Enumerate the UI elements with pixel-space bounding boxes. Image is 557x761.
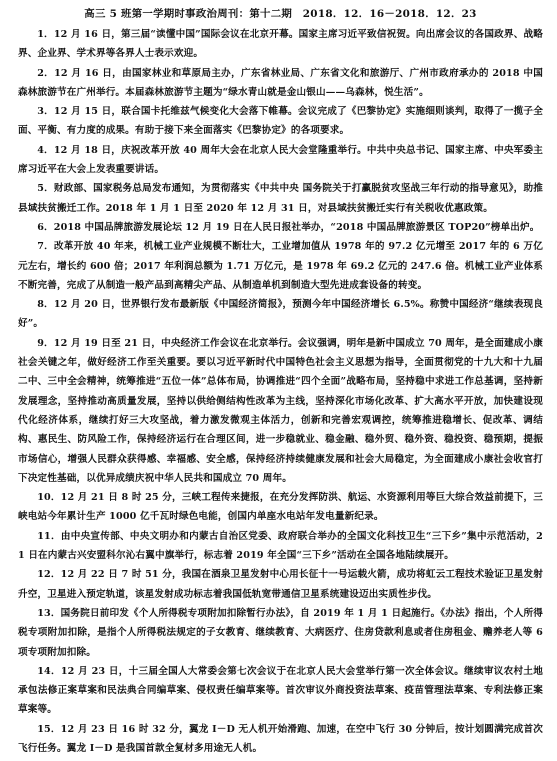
news-item-2: 2．12 月 16 日，由国家林业和草原局主办，广东省林业局、广东省文化和旅游厅、广州市政府承办的 2018 中国森林旅游节在广州举行。本届森林旅游节主题为“绿水青山就是金山银山——乌森林，悦生活”。 bbox=[18, 67, 543, 98]
news-item-13: 13．国务院日前印发《个人所得税专项附加扣除暂行办法》，自 2019 年 1 月 1 日起施行。《办法》指出，个人所得税专项附加扣除，是指个人所得税法规定的子女教育、继续教育、大病医疗、住房贷款利息或者住房租金、赡养老人等 6 项专项附加扣除。 bbox=[18, 607, 543, 658]
news-item-5: 5．财政部、国家税务总局发布通知，为贯彻落实《中共中央 国务院关于打赢脱贫攻坚战三年行动的指导意见》，助推县域扶贫搬迁工作。2018 年 1 月 1 日至 2020 年 12 月 31 日，对县域扶贫搬迁实行有关税收优惠政策。 bbox=[18, 183, 543, 214]
news-item-6: 6．2018 中国品牌旅游发展论坛 12 月 19 日在人民日报社举办，“2018 中国品牌旅游景区 TOP20”榜单出炉。 bbox=[37, 221, 540, 233]
news-item-9: 9．12 月 19 日至 21 日，中央经济工作会议在北京举行。会议强调，明年是新中国成立 70 周年，是全面建成小康社会关键之年，做好经济工作至关重要。要以习近平新时代中国特色社会主义思想为指导，全面贯彻党的十九大和十九届二中、三中全会精神，统筹推进“五位一体”总体布局，协调推进“四个全面”战略布局，坚持稳中求进工作总基调，坚持新发展理念，坚持推动高质量发展，坚持以供给侧结构性改革为主线，坚持深化市场化改革、扩大高水平开放，加快建设现代化经济体系，继续打好三大攻坚战，着力激发微观主体活力，创新和完善宏观调控，统筹推进稳增长、促改革、调结构、惠民生、防风险工作，保持经济运行在合理区间，进一步稳就业、稳金融、稳外贸、稳外资、稳投资、稳预期，提振市场信心，增强人民群众获得感、幸福感、安全感，保持经济持续健康发展和社会大局稳定，为全面建成小康社会收官打下决定性基础，以优异成绩庆祝中华人民共和国成立 70 周年。 bbox=[18, 337, 543, 484]
news-item-3: 3．12 月 15 日，联合国卡托维兹气候变化大会落下帷幕。会议完成了《巴黎协定》实施细则谈判，取得了一揽子全面、平衡、有力度的成果。有助于接下来全面落实《巴黎协定》的各项要求。 bbox=[18, 106, 543, 137]
news-item-4: 4．12 月 18 日，庆祝改革开放 40 周年大会在北京人民大会堂隆重举行。中共中央总书记、国家主席、中央军委主席习近平在大会上发表重要讲话。 bbox=[18, 144, 543, 176]
news-item-11: 11．由中央宣传部、中央文明办和内蒙古自治区党委、政府联合举办的全国文化科技卫生“三下乡”集中示范活动，21 日在内蒙古兴安盟科尔沁右翼中旗举行，标志着 2019 年全国“三下乡”活动在全国各地陆续展开。 bbox=[18, 530, 543, 562]
news-item-7: 7．改革开放 40 年来，机械工业产业规模不断壮大，工业增加值从 1978 年的 97.2 亿元增至 2017 年的 6 万亿元左右，增长约 600 倍；2017 年利润总额为 1.71 万亿元，是 1978 年 69.2 亿元的 247.6 倍。机械工业产业体系不断完善，完成了从制造一般产品到高精尖产品、从制造单机到制造大型先进成套设备的转变。 bbox=[18, 241, 543, 291]
news-item-14: 14．12 月 23 日，十三届全国人大常委会第七次会议于在北京人民大会堂举行第一次全体会议。继续审议农村土地承包法修正案草案和民法典合同编草案、侵权责任编草案等。首次审议外商投资法草案、疫苗管理法草案、专利法修正案草案等。 bbox=[18, 665, 543, 716]
news-item-1: 1．12 月 16 日，第三届“读懂中国”国际会议在北京开幕。国家主席习近平致信祝贺。向出席会议的各国政界、战略界、企业界、学术界等各界人士表示欢迎。 bbox=[18, 29, 543, 60]
news-item-10: 10．12 月 21 日 8 时 25 分，三峡工程传来捷报，在充分发挥防洪、航运、水资源利用等巨大综合效益前提下，三峡电站今年累计生产 1000 亿千瓦时绿色电能，创国内单座水电站年发电量新纪录。 bbox=[18, 492, 543, 523]
news-list bbox=[18, 25, 543, 758]
news-item-15: 15．12 月 23 日 16 时 32 分，翼龙 I－D 无人机开始滑跑、加速，在空中飞行 30 分钟后，按计划圆满完成首次飞行任务。翼龙 I－D 是我国首款全复材多用途无人机。 bbox=[18, 723, 543, 754]
news-item-12: 12．12 月 22 日 7 时 51 分，我国在酒泉卫星发射中心用长征十一号运载火箭，成功将虹云工程技术验证卫星发射升空，卫星进入预定轨道，该星发射成功标志着我国低轨宽带通信卫星系统建设迈出实质性步伐。 bbox=[18, 569, 543, 600]
news-item-8: 8．12 月 20 日，世界银行发布最新版《中国经济简报》，预测今年中国经济增长 6.5%。称赞中国经济“继续表现良好”。 bbox=[18, 299, 543, 330]
page-title: 高三 5 班第一学期时事政治周刊：第十二期 2018．12．16－2018．12．23 bbox=[84, 8, 477, 20]
